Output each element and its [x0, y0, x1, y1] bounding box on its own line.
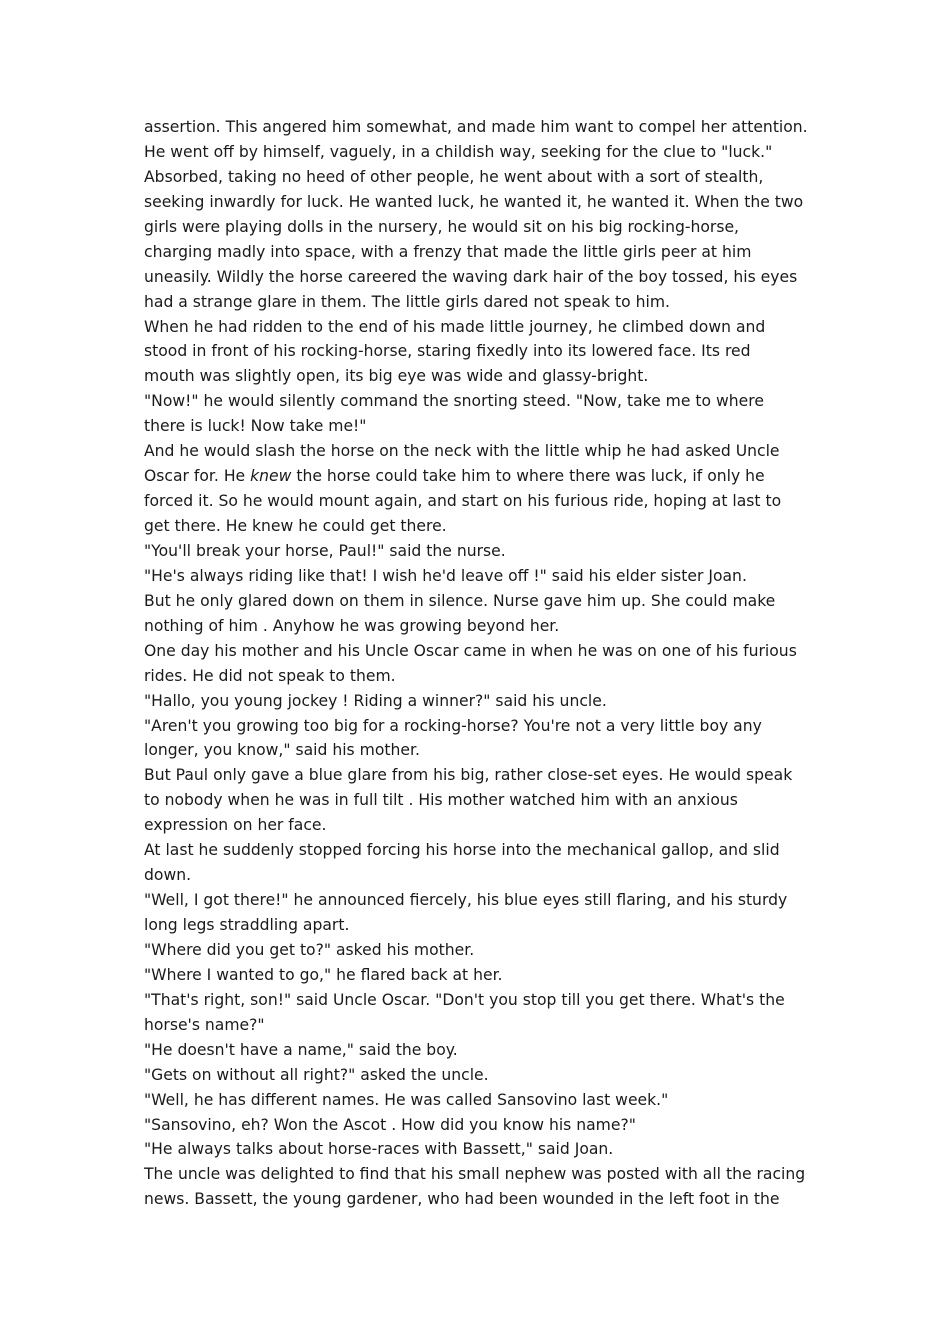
text-line: "He doesn't have a name," said the boy.	[144, 1040, 458, 1059]
text-line: But Paul only gave a blue glare from his big, rather close-set eyes. He would speak	[144, 766, 793, 785]
text-run: Oscar for. He	[144, 467, 251, 486]
text-line: mouth was slightly open, its big eye was wide and glassy-bright.	[144, 367, 649, 386]
text-line: "That's right, son!" said Uncle Oscar. "Don't you stop till you get there. What's the	[144, 990, 785, 1009]
text-line: Absorbed, taking no heed of other people, he went about with a sort of stealth,	[144, 167, 764, 186]
text-line: "He's always riding like that! I wish he'd leave off !" said his elder sister Joan.	[144, 566, 747, 585]
text-line: "Where did you get to?" asked his mother.	[144, 940, 475, 959]
text-line: expression on her face.	[144, 816, 327, 835]
text-line: down.	[144, 866, 192, 885]
text-line: "You'll break your horse, Paul!" said the nurse.	[144, 541, 506, 560]
text-line: "Sansovino, eh? Won the Ascot . How did you know his name?"	[144, 1115, 636, 1134]
text-line: "Gets on without all right?" asked the uncle.	[144, 1065, 489, 1084]
text-line: had a strange glare in them. The little girls dared not speak to him.	[144, 292, 671, 311]
text-line: "Well, he has different names. He was called Sansovino last week."	[144, 1090, 669, 1109]
text-line: long legs straddling apart.	[144, 916, 350, 934]
text-line: get there. He knew he could get there.	[144, 517, 447, 535]
emphasized-word: knew	[250, 467, 292, 486]
text-line: assertion. This angered him somewhat, and made him want to compel her attention.	[144, 118, 808, 136]
text-line: there is luck! Now take me!"	[144, 417, 367, 436]
text-line: to nobody when he was in full tilt . His mother watched him with an anxious	[144, 791, 738, 810]
text-line: At last he suddenly stopped forcing his horse into the mechanical gallop, and slid	[144, 841, 780, 860]
text-line: news. Bassett, the young gardener, who had been wounded in the left foot in the	[144, 1190, 780, 1209]
text-line: uneasily. Wildly the horse careered the waving dark hair of the boy tossed, his eyes	[144, 267, 798, 286]
text-line: But he only glared down on them in silence. Nurse gave him up. She could make	[144, 591, 776, 610]
text-line: girls were playing dolls in the nursery, he would sit on his big rocking-horse,	[144, 217, 740, 236]
text-line: charging madly into space, with a frenzy that made the little girls peer at him	[144, 242, 752, 261]
text-line: "He always talks about horse-races with Bassett," said Joan.	[144, 1140, 614, 1159]
story-text	[144, 115, 824, 1212]
text-line: horse's name?"	[144, 1015, 265, 1034]
text-line: longer, you know," said his mother.	[144, 741, 420, 760]
text-line: forced it. So he would mount again, and start on his furious ride, hoping at last to	[144, 492, 782, 511]
text-line: When he had ridden to the end of his made little journey, he climbed down and	[144, 317, 766, 336]
text-line	[144, 464, 824, 489]
text-line: rides. He did not speak to them.	[144, 666, 396, 685]
text-line: One day his mother and his Uncle Oscar came in when he was on one of his furious	[144, 641, 797, 660]
text-line: And he would slash the horse on the neck with the little whip he had asked Uncle	[144, 442, 780, 461]
text-line: nothing of him . Anyhow he was growing beyond her.	[144, 616, 560, 635]
text-line: stood in front of his rocking-horse, staring fixedly into its lowered face. Its red	[144, 342, 751, 361]
text-line: seeking inwardly for luck. He wanted luck, he wanted it, he wanted it. When the two	[144, 192, 804, 211]
text-line: "Where I wanted to go," he flared back at her.	[144, 965, 503, 984]
text-line: "Well, I got there!" he announced fiercely, his blue eyes still flaring, and his sturdy	[144, 891, 788, 910]
text-line: "Hallo, you young jockey ! Riding a winner?" said his uncle.	[144, 691, 607, 710]
text-line: "Now!" he would silently command the snorting steed. "Now, take me to where	[144, 392, 764, 411]
text-line: "Aren't you growing too big for a rocking-horse? You're not a very little boy any	[144, 716, 762, 735]
text-line: He went off by himself, vaguely, in a childish way, seeking for the clue to "luck."	[144, 142, 773, 161]
text-line: The uncle was delighted to find that his small nephew was posted with all the racing	[144, 1165, 806, 1184]
text-run: the horse could take him to where there was luck, if only he	[291, 467, 765, 486]
